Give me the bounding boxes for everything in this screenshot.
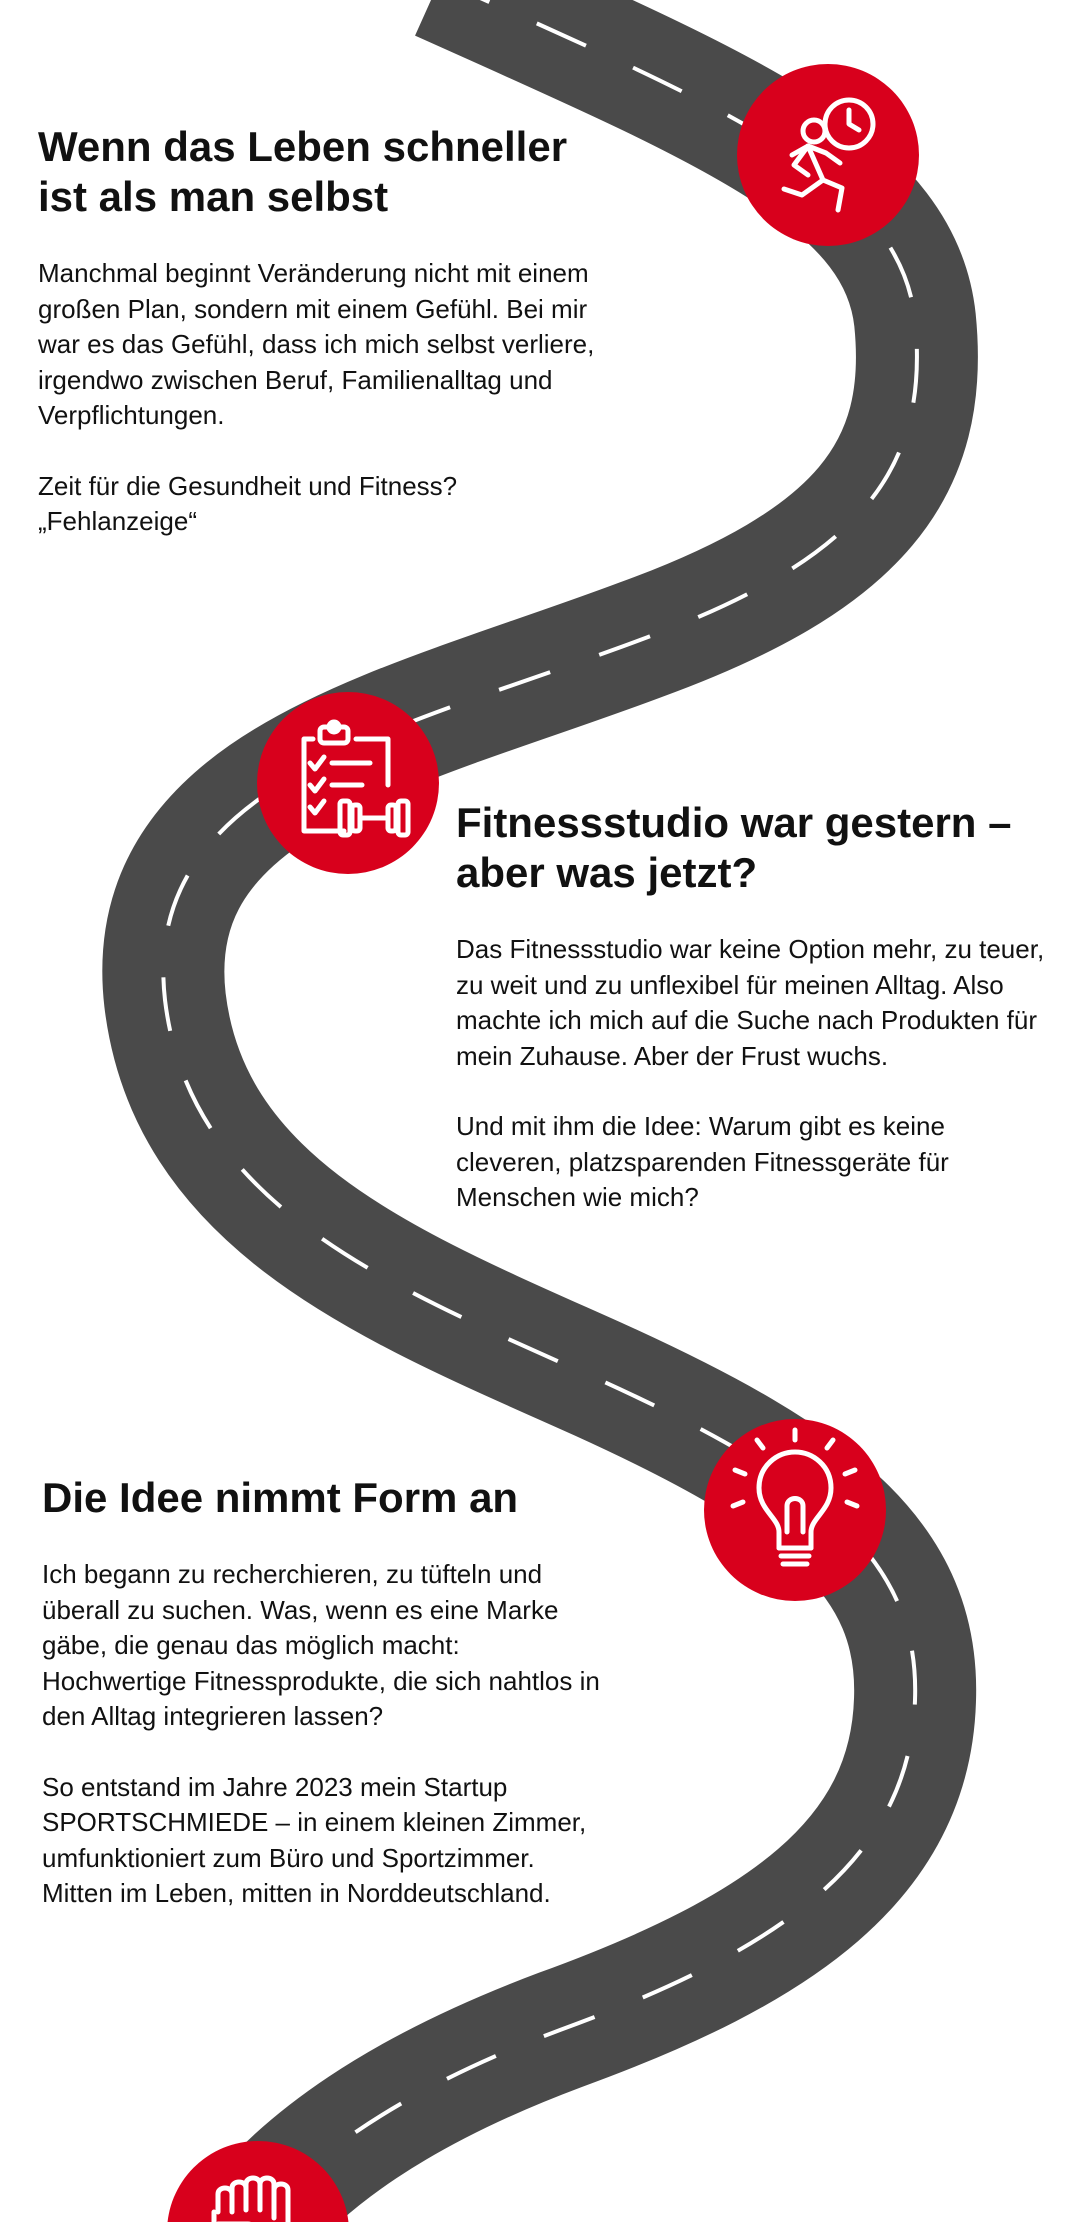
section-title-line: aber was jetzt? xyxy=(456,849,758,896)
story-section-2 xyxy=(456,798,1056,1251)
section-paragraph: So entstand im Jahre 2023 mein Startup SPORTSCHMIEDE – in einem kleinen Zimmer, umfunktioniert zum Büro und Sportzimmer. Mitten im Leben, mitten in Norddeutschland. xyxy=(42,1771,587,1908)
section-paragraph: Zeit für die Gesundheit und Fitness? „Fehlanzeige“ xyxy=(38,470,458,536)
section-title xyxy=(42,1473,602,1523)
section-paragraph: Ich begann zu recherchieren, zu tüfteln und überall zu suchen. Was, wenn es eine Marke gäbe, die genau das möglich macht: Hochwertige Fitnessprodukte, die sich nahtlos in den Alltag integrieren lassen? xyxy=(42,1559,600,1731)
section-title-line: Fitnessstudio war gestern – xyxy=(456,799,1012,846)
section-title xyxy=(456,798,1056,898)
section-paragraph: Das Fitnessstudio war keine Option mehr, zu teuer, zu weit und zu unflexibel für meinen Alltag. Also machte ich mich auf die Suche nach Produkten für mein Zuhause. Aber der Frust wuchs. xyxy=(456,934,1045,1071)
story-section-3 xyxy=(42,1473,602,1947)
section-paragraph: Manchmal beginnt Veränderung nicht mit einem großen Plan, sondern mit einem Gefühl. Bei mir war es das Gefühl, dass ich mich selbst verliere, irgendwo zwischen Beruf, Familienalltag und Verpflichtungen. xyxy=(38,258,595,430)
milestone-marker-clipboard xyxy=(257,692,439,874)
section-title xyxy=(38,122,618,222)
section-title-line: Wenn das Leben schneller xyxy=(38,123,568,170)
story-section-1 xyxy=(38,122,618,575)
section-title-line: Die Idee nimmt Form an xyxy=(42,1474,519,1521)
milestone-marker-lightbulb xyxy=(704,1419,886,1601)
section-paragraph: Und mit ihm die Idee: Warum gibt es keine cleveren, platzsparenden Fitnessgeräte für Menschen wie mich? xyxy=(456,1111,949,1212)
milestone-marker-running xyxy=(737,64,919,246)
section-title-line: ist als man selbst xyxy=(38,173,389,220)
